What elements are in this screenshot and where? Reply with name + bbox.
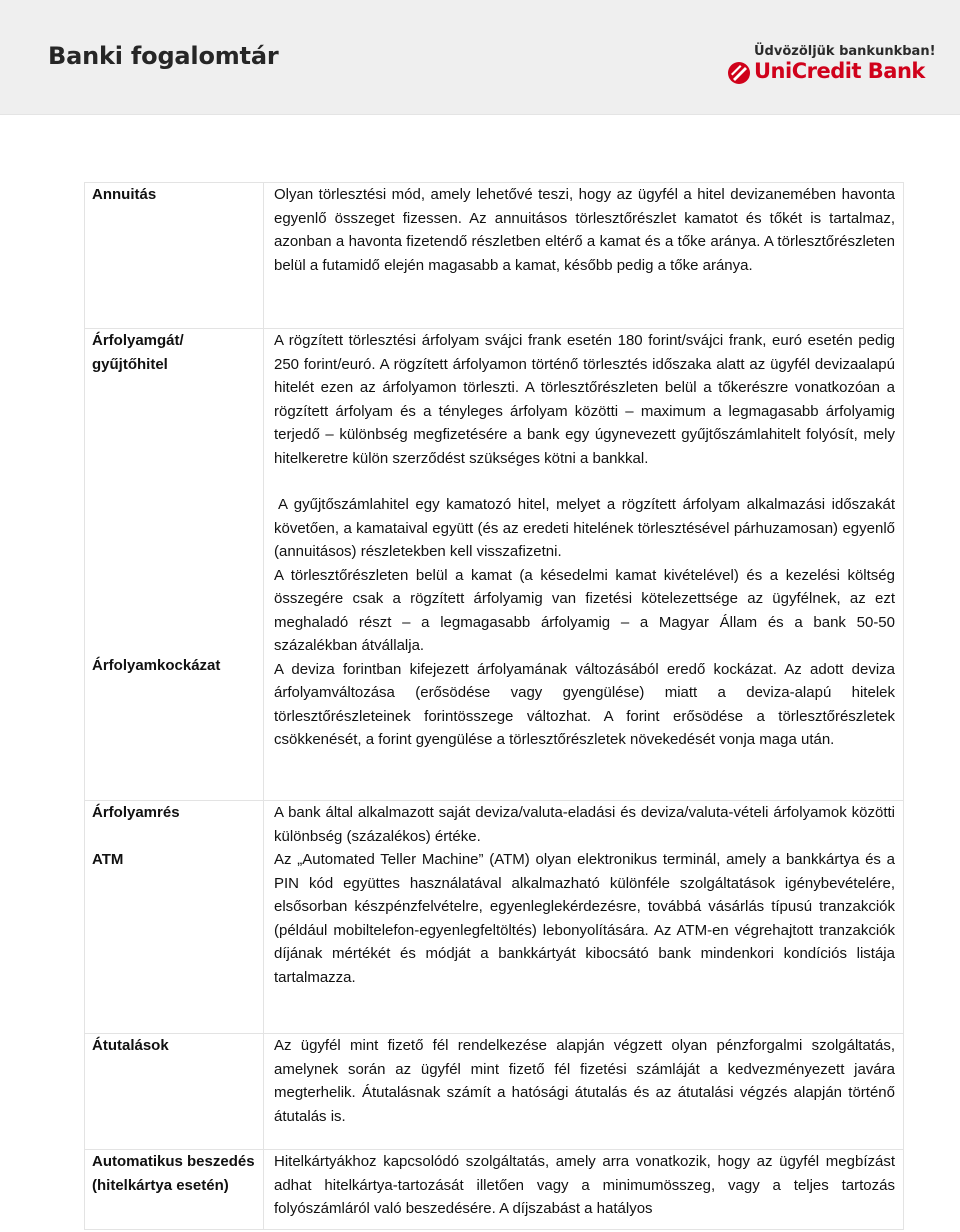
term-annuitas: Annuitás bbox=[92, 186, 157, 203]
welcome-text: Üdvözöljük bankunkban! bbox=[754, 44, 936, 59]
term-atm: ATM bbox=[92, 850, 124, 868]
definition-text: A rögzített törlesztési árfolyam svájci frank esetén 180 forint/svájci frank, euró esetén pedig 250 forint/euró. A rögzített árfolyamon történő törlesztés időszaka alatt az ügyfél devizaalapú hitelét ezen az árfolyamon törleszti. A törlesztőrészleten belül a tőkerészre vonatkozóan a rögzített árfolyam és a tényleges árfolyam közötti – maximum a legmagasabb árfolyamig terjedő – különbség megfizetésére a bank egy úgynevezett gyűjtőszámlahitelt folyósít, mely hitelkeretre külön szerződést szükséges kötni a bankkal. bbox=[274, 332, 895, 467]
definition-text: Hitelkártyákhoz kapcsolódó szolgáltatás, amely arra vonatkozik, hogy az ügyfél megbízást adhat hitelkártya-tartozását illetően vagy a minimumösszeg, vagy a teljes tartozás folyószámláról való beszedésére. A díjszabást a hatályos bbox=[274, 1153, 895, 1217]
definition-text: A gyűjtőszámlahitel egy kamatozó hitel, melyet a rögzített árfolyam alkalmazási időszakát követően, a kamataival együtt (és az eredeti hitelének törlesztésével párhuzamosan) egyenlő (annuitásos) részletekben kell visszafizetni. bbox=[274, 496, 895, 560]
term-atutalasok: Átutalások bbox=[92, 1037, 169, 1054]
definition-cell bbox=[264, 183, 904, 329]
table-row bbox=[85, 183, 904, 329]
definition-text: A deviza forintban kifejezett árfolyamának változásából eredő kockázat. Az adott deviza árfolyamváltozása (erősödése vagy gyengülése) miatt a deviza-alapú hitelek törlesztőrészleteinek forintösszege változhat. A forint erősödése a törlesztőrészletek csökkenését, a forint gyengülése a törlesztőrészletek növekedését vonja maga után. bbox=[274, 660, 895, 748]
definition-cell bbox=[264, 329, 904, 801]
definition-cell bbox=[264, 1034, 904, 1150]
term-arfolyamgat: Árfolyamgát/ gyűjtőhitel bbox=[92, 332, 184, 373]
term-arfolyamres: Árfolyamrés bbox=[92, 804, 180, 821]
definition-text: Az ügyfél mint fizető fél rendelkezése alapján végzett olyan pénzforgalmi szolgáltatás, amelynek során az ügyfél mint fizető fél fizetési számláját a kedvezményezett javára megterhelik. Átutalásnak számít a hatósági átutalás és az átutalási végzés alapján történő átutalás is. bbox=[274, 1037, 895, 1125]
page-header bbox=[0, 0, 960, 115]
glossary-table bbox=[84, 182, 904, 1230]
term-arfolyamkockazat: Árfolyamkockázat bbox=[92, 657, 221, 674]
term-cell bbox=[85, 1150, 264, 1230]
term-cell bbox=[85, 183, 264, 329]
definition-text: A bank által alkalmazott saját deviza/valuta-eladási és deviza/valuta-vételi árfolyamok közötti különbség (százalékos) értéke. bbox=[274, 804, 895, 845]
term-cell bbox=[85, 329, 264, 801]
table-row bbox=[85, 1034, 904, 1150]
table-row bbox=[85, 801, 904, 1034]
definition-cell bbox=[264, 1150, 904, 1230]
definition-text: Az „Automated Teller Machine” (ATM) olyan elektronikus terminál, amely a bankkártya és a PIN kód együttes használatával alkalmazható különféle szolgáltatások igénybevételére, elsősorban készpénzfelvételre, egyenleglekérdezésre, továbbá vásárlás típusú tranzakciók (például mobiltelefon-egyenlegfeltöltés) lebonyolítására. Az ATM-en végrehajtott tranzakciók díjának mértékét és módját a bankkártyát kibocsátó bank mindenkori kondíciós listája tartalmazza. bbox=[274, 851, 895, 986]
table-row bbox=[85, 1150, 904, 1230]
definition-text: A törlesztőrészleten belül a kamat (a késedelmi kamat kivételével) és a kezelési költség összegére csak a rögzített árfolyamig van fizetési kötelezettsége az ügyfélnek, az ezt meghaladó részt – a legmagasabb árfolyamig – a Magyar Állam és a bank 50-50 százalékban átvállalja. bbox=[274, 566, 895, 654]
page-title: Banki fogalomtár bbox=[48, 42, 279, 70]
bank-brand bbox=[726, 44, 936, 94]
definition-cell bbox=[264, 801, 904, 1034]
term-cell bbox=[85, 801, 264, 1034]
bank-name: UniCredit Bank bbox=[754, 59, 925, 83]
unicredit-logo-icon bbox=[726, 60, 752, 86]
definition-text: Olyan törlesztési mód, amely lehetővé teszi, hogy az ügyfél a hitel devizanemében havonta egyenlő összeget fizessen. Az annuitásos törlesztőrészlet kamatot és tőkét is tartalmaz, azonban a havonta fizetendő részletben eltérő a kamat és a tőke aránya. A törlesztőrészleten belül a futamidő elején magasabb a kamat, később pedig a tőke aránya. bbox=[274, 186, 895, 274]
table-row bbox=[85, 329, 904, 801]
term-cell bbox=[85, 1034, 264, 1150]
term-automatikus-beszedes: Automatikus beszedés (hitelkártya esetén) bbox=[92, 1153, 255, 1194]
